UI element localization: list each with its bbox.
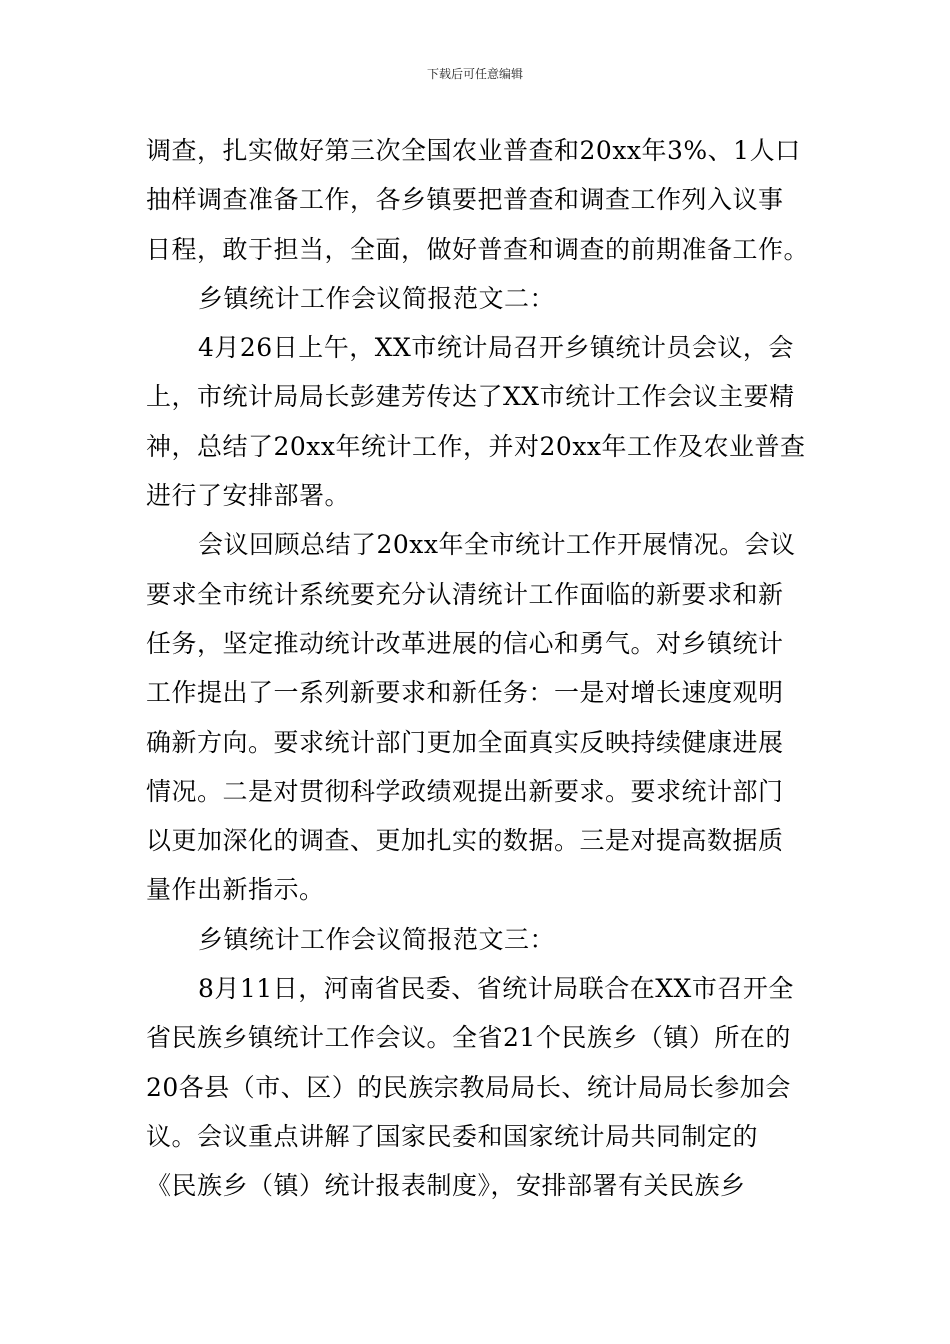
text-line: 以更加深化的调查、更加扎实的数据。三是对提高数据质 [146, 826, 784, 856]
text-line: 任务，坚定推动统计改革进展的信心和勇气。对乡镇统计 [146, 628, 784, 658]
paragraph-start-line: 会议回顾总结了20xx年全市统计工作开展情况。会议 [198, 530, 796, 560]
text-line: 工作提出了一系列新要求和新任务：一是对增长速度观明 [146, 678, 784, 708]
text-line: 省民族乡镇统计工作会议。全省21个民族乡（镇）所在的 [146, 1023, 791, 1053]
text-line: 进行了安排部署。 [146, 481, 351, 511]
text-line: 抽样调查准备工作，各乡镇要把普查和调查工作列入议事 [146, 185, 784, 215]
text-line: 《民族乡（镇）统计报表制度》，安排部署有关民族乡 [146, 1171, 746, 1201]
text-line: 调查，扎实做好第三次全国农业普查和20xx年3%、1人口 [146, 136, 801, 165]
text-line: 上，市统计局局长彭建芳传达了XX市统计工作会议主要精 [146, 382, 795, 412]
page-header-note: 下载后可任意编辑 [426, 67, 523, 81]
text-line: 量作出新指示。 [146, 875, 325, 905]
paragraph-start-line: 4月26日上午，XX市统计局召开乡镇统计员会议，会 [198, 333, 794, 363]
text-line: 议。会议重点讲解了国家民委和国家统计局共同制定的 [146, 1121, 759, 1151]
text-line: 要求全市统计系统要充分认清统计工作面临的新要求和新 [146, 579, 784, 609]
text-line: 日程，敢于担当，全面，做好普查和调查的前期准备工作。 [146, 234, 810, 264]
text-line: 确新方向。要求统计部门更加全面真实反映持续健康进展 [146, 727, 784, 757]
section-heading: 乡镇统计工作会议简报范文二： [198, 283, 556, 313]
text-line: 情况。二是对贯彻科学政绩观提出新要求。要求统计部门 [146, 776, 784, 806]
text-line: 神，总结了20xx年统计工作，并对20xx年工作及农业普查 [146, 431, 806, 461]
section-heading: 乡镇统计工作会议简报范文三： [198, 924, 556, 954]
document-body [146, 126, 808, 1211]
text-line: 20各县（市、区）的民族宗教局局长、统计局局长参加会 [146, 1072, 791, 1102]
paragraph-start-line: 8月11日，河南省民委、省统计局联合在XX市召开全 [198, 974, 794, 1004]
